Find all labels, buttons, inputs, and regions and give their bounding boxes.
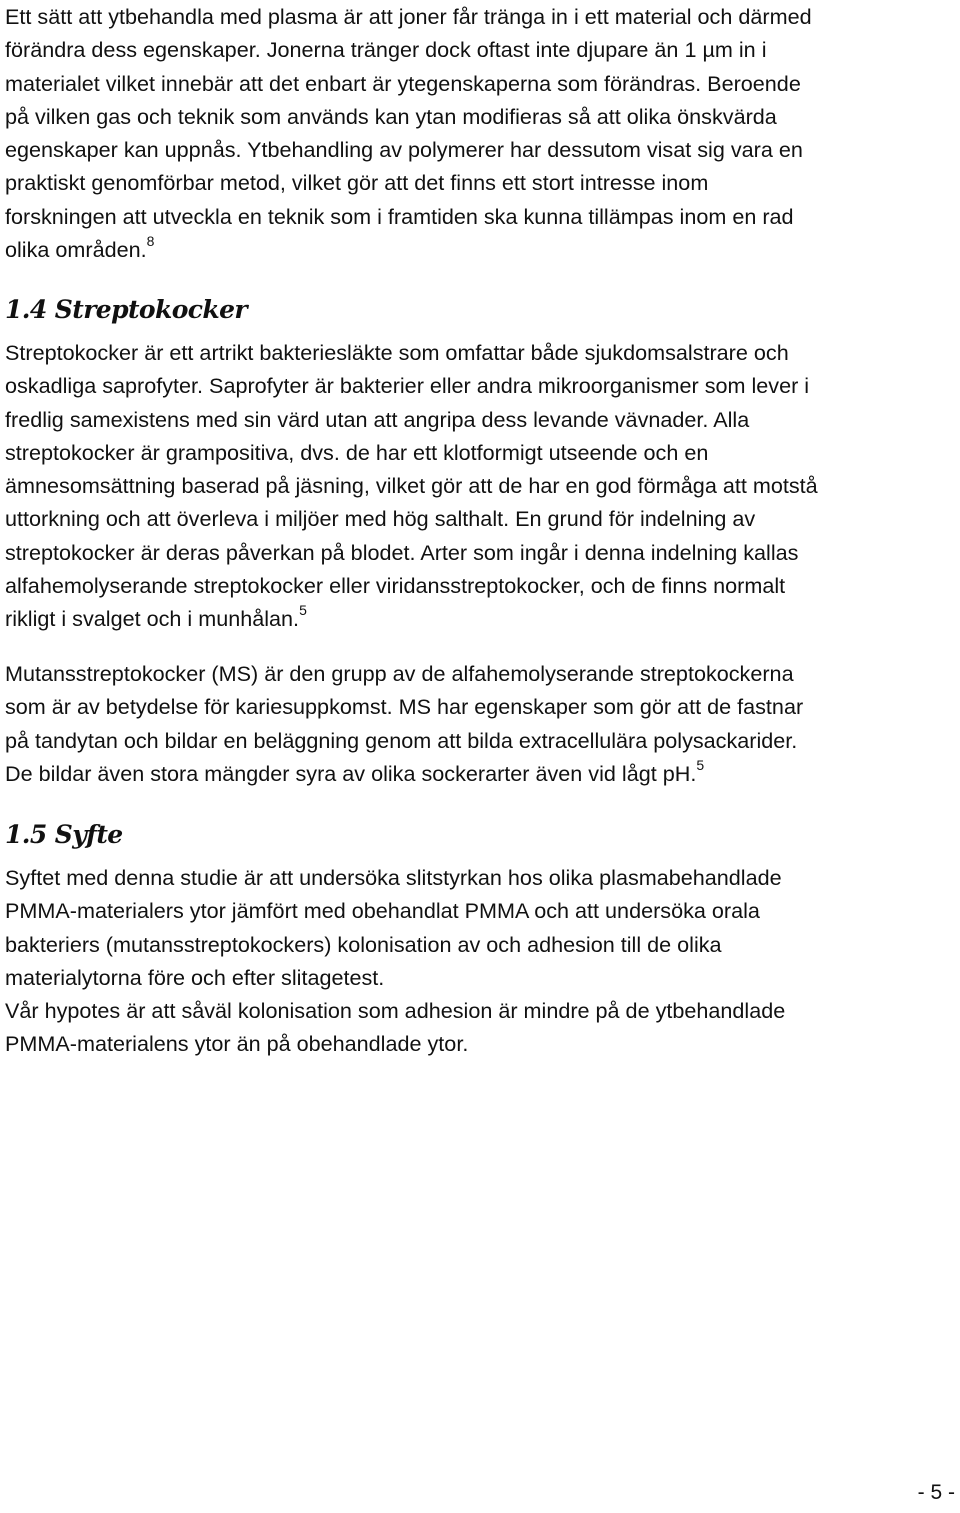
- text-fragment: olika områden.: [5, 237, 147, 263]
- text-fragment: De bildar även stora mängder syra av olika sockerarter även vid lågt pH.: [5, 760, 697, 786]
- section-heading: 1.5 Syfte: [5, 820, 123, 849]
- text-line: fredlig samexistens med sin värd utan att angripa dess levande vävnader. Alla: [5, 406, 750, 432]
- text-line: materialytorna före och efter slitagetest.: [5, 964, 385, 990]
- text-line: Mutansstreptokocker (MS) är den grupp av de alfahemolyserande streptokockerna: [5, 661, 794, 686]
- text-line: på tandytan och bildar en beläggning genom att bilda extracellulära polysackarider.: [5, 727, 798, 753]
- text-fragment: rikligt i svalget och i munhålan.: [5, 606, 300, 632]
- text-line: praktiskt genomförbar metod, vilket gör att det finns ett stort intresse inom: [5, 170, 709, 196]
- text-line: förändra dess egenskaper. Jonerna tränger dock oftast inte djupare än 1 µm in i: [5, 37, 767, 63]
- reference-superscript: 8: [146, 232, 155, 249]
- text-line: PMMA-materialers ytor jämfört med obehandlat PMMA och att undersöka orala: [5, 898, 760, 924]
- text-line: Vår hypotes är att såväl kolonisation som adhesion är mindre på de ytbehandlade: [5, 998, 786, 1023]
- text-line: Streptokocker är ett artrikt bakteriesläkte som omfattar både sjukdomsalstrare och: [5, 340, 789, 365]
- syfte-paragraph: [0, 861, 782, 994]
- text-line: materialet vilket innebär att det enbart är ytegenskaperna som förändras. Beroende: [5, 70, 801, 96]
- text-line: bakteriers (mutansstreptokockers) kolonisation av och adhesion till de olika: [5, 931, 722, 957]
- text-line: streptokocker är deras påverkan på blodet. Arter som ingår i denna indelning kallas: [5, 539, 799, 565]
- text-line: som är av betydelse för kariesuppkomst. MS har egenskaper som gör att de fastnar: [5, 694, 804, 720]
- page-number: - 5 -: [917, 1481, 955, 1504]
- text-line: alfahemolyserande streptokocker eller viridansstreptokocker, och de finns normalt: [5, 573, 786, 599]
- text-line: på vilken gas och teknik som används kan ytan modifieras så att olika önskvärda: [5, 103, 777, 129]
- hypotes-paragraph: [0, 994, 785, 1061]
- text-line: oskadliga saprofyter. Saprofyter är bakterier eller andra mikroorganismer som lever i: [5, 373, 810, 399]
- text-line: Ett sätt att ytbehandla med plasma är att joner får tränga in i ett material och därmed: [5, 4, 812, 29]
- streptokocker-paragraph: [0, 336, 818, 636]
- mutansstreptokocker-paragraph: [0, 657, 803, 790]
- section-heading: 1.4 Streptokocker: [5, 295, 247, 324]
- reference-superscript: 5: [696, 756, 705, 773]
- text-line: uttorkning och att överleva i miljöer med hög salthalt. En grund för indelning av: [5, 506, 756, 532]
- text-line: streptokocker är grampositiva, dvs. de har ett klotformigt utseende och en: [5, 439, 709, 465]
- text-line-last: [5, 757, 803, 790]
- text-line: forskningen att utveckla en teknik som i framtiden ska kunna tillämpas inom en rad: [5, 203, 794, 229]
- text-line-last: [5, 602, 818, 635]
- text-line: Syftet med denna studie är att undersöka slitstyrkan hos olika plasmabehandlade: [5, 865, 782, 890]
- text-line-last: [5, 233, 812, 266]
- intro-paragraph: [0, 0, 812, 266]
- reference-superscript: 5: [299, 602, 307, 619]
- text-line: PMMA-materialens ytor än på obehandlade ytor.: [5, 1031, 469, 1057]
- text-line: egenskaper kan uppnås. Ytbehandling av polymerer har dessutom visat sig vara en: [5, 137, 803, 163]
- text-line: ämnesomsättning baserad på jäsning, vilket gör att de har en god förmåga att motstå: [5, 473, 818, 499]
